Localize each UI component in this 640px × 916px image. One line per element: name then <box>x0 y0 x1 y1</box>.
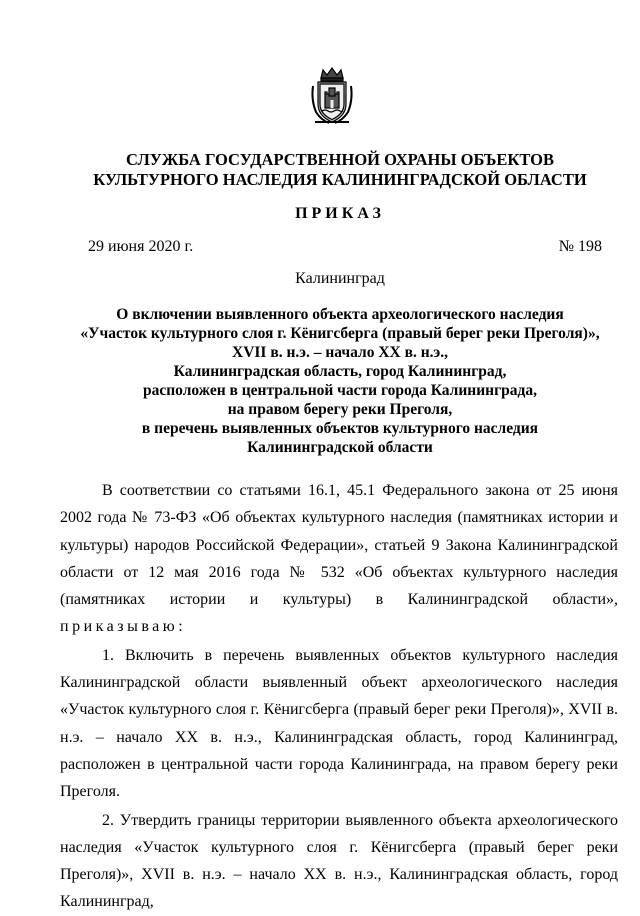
order-item-2: 2. Утвердить границы территории выявленного объекта археологического наследия «Участок культурного слоя г. Кёнигсберга (правый берег реки Преголя)», XVII в. н.э. – начало XX в. н.э., Калининградская область, город Калининград, <box>60 811 618 911</box>
document-type-title: ПРИКАЗ <box>295 205 385 222</box>
subject-line: О включении выявленного объекта археологического наследия <box>116 306 564 323</box>
order-subject <box>0 305 640 457</box>
agency-name-line-2: КУЛЬТУРНОГО НАСЛЕДИЯ КАЛИНИНГРАДСКОЙ ОБЛАСТИ <box>93 170 587 189</box>
order-item-1: 1. Включить в перечень выявленных объектов культурного наследия Калининградской области выявленный объект археологического наследия «Участок культурного слоя г. Кёнигсберга (правый берег реки Преголя)», XVII в. н.э. – начало XX в. н.э., Калининградская область, город Калининград, расположен в центральной части города Калининграда, на правом берегу реки Преголя. <box>60 646 618 801</box>
preamble-text: В соответствии со статьями 16.1, 45.1 Федерального закона от 25 июня 2002 года № 73-ФЗ «Об объектах культурного наследия (памятниках истории и культуры) народов Российской Федерации», статьей 9 Закона Калининградской области от 12 мая 2016 года № 532 «Об объектах культурного наследия (памятниках истории и культуры) в Калининградской области», <box>60 482 618 609</box>
subject-line: Калининградской области <box>247 439 433 456</box>
subject-line: Калининградская область, город Калининград, <box>173 363 507 380</box>
subject-line: XVII в. н.э. – начало XX в. н.э., <box>232 344 448 361</box>
order-number: № 198 <box>558 238 602 255</box>
city-name: Калининград <box>295 270 385 287</box>
coat-of-arms-icon <box>309 64 355 126</box>
order-word: приказываю: <box>60 618 187 636</box>
agency-name <box>0 150 640 190</box>
subject-line: расположен в центральной части города Калининграда, <box>143 382 537 399</box>
agency-name-line-1: СЛУЖБА ГОСУДАРСТВЕННОЙ ОХРАНЫ ОБЪЕКТОВ <box>125 150 554 169</box>
subject-line: «Участок культурного слоя г. Кёнигсберга (правый берег реки Преголя)», <box>80 325 600 342</box>
subject-line: на правом берегу реки Преголя, <box>227 401 453 418</box>
preamble-paragraph <box>60 477 618 641</box>
order-body <box>60 477 618 916</box>
subject-line: в перечень выявленных объектов культурного наследия <box>141 420 539 437</box>
order-date: 29 июня 2020 г. <box>88 238 194 255</box>
